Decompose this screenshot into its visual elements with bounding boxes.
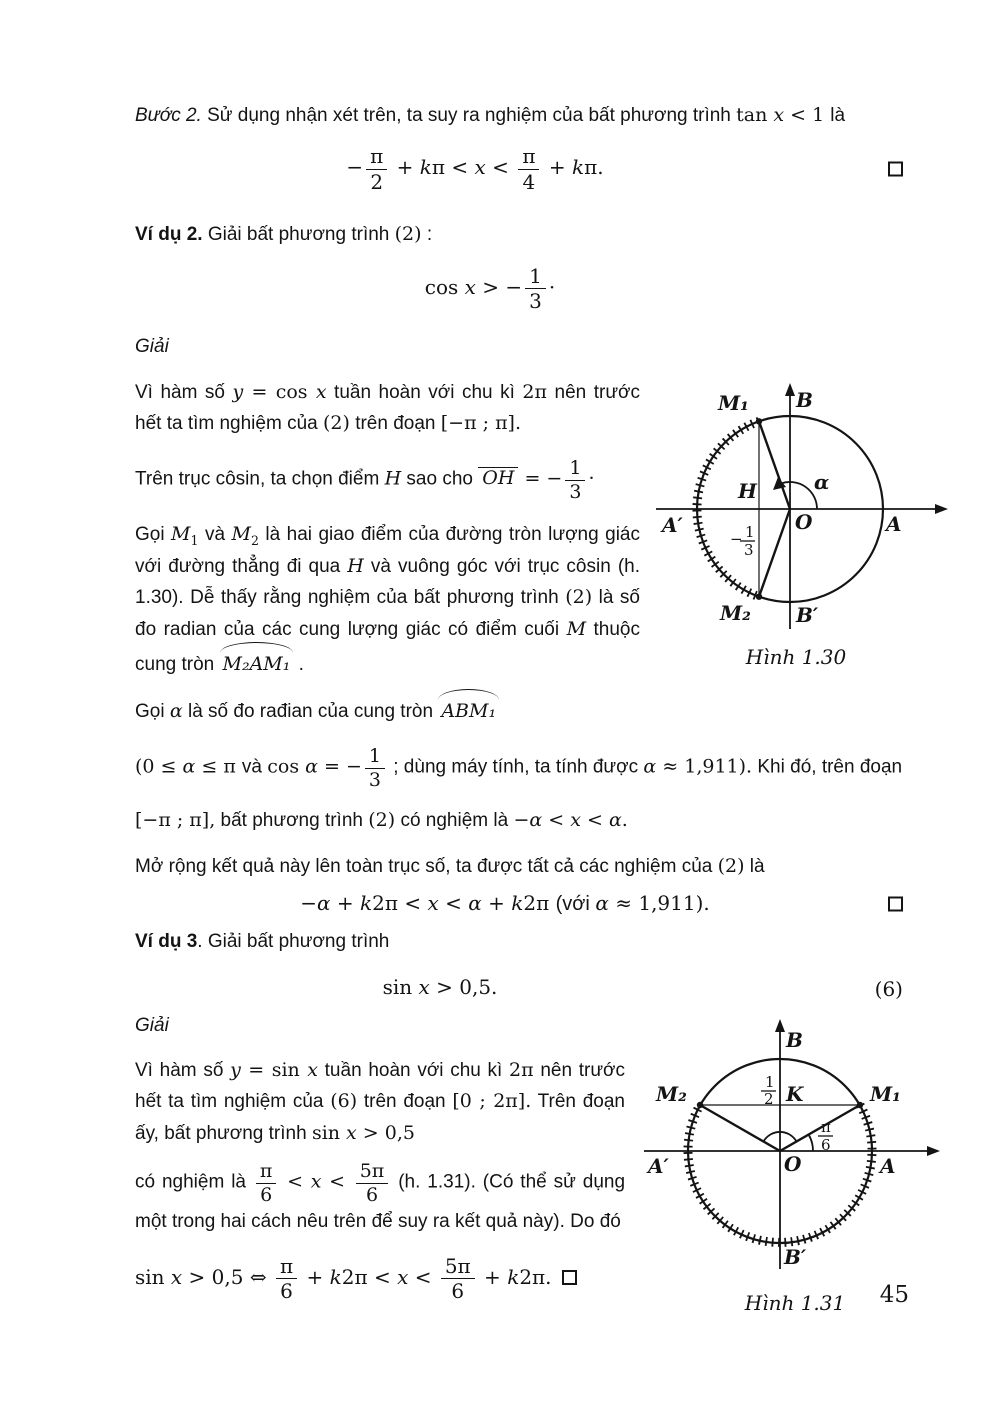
formula-cos-solution <box>135 888 905 919</box>
x-axis-arrow-icon <box>935 504 948 514</box>
label-one-third-num: 1 <box>745 522 755 541</box>
label-one-third-den: 3 <box>744 540 754 559</box>
unit-circle-diagram-1-31 <box>630 1011 960 1279</box>
unit-circle-diagram-1-30 <box>640 377 952 635</box>
paragraph-vd3-2: có nghiệm là $\frac{\pi}{6}$ < x < $\frac{5\pi}{6}$ (h. 1.31). (Có thể sử dụng một trong hai cách nêu trên để suy ra kết quả này). Do đó <box>135 1160 626 1232</box>
formula-sin-solution: sin x > 0,5 ⇔ $\frac{\pi}{6}$ + k2π < x < $\frac{5\pi}{6}$ + k2π. <box>135 1255 625 1303</box>
column-text-vd2 <box>135 377 640 742</box>
formula-cos-solution-body: −α + k2π < x < α + k2π (với α ≈ 1,911). <box>300 891 710 916</box>
y-axis-arrow-icon <box>775 1019 785 1032</box>
row-vd2 <box>135 377 905 742</box>
formula-tan-solution <box>135 145 905 193</box>
x-axis-arrow-icon <box>927 1146 940 1156</box>
label-M2: M₂ <box>720 600 751 625</box>
label-M1: M₁ <box>718 390 749 415</box>
formula-cos-inequality-body: cos x > − $\frac{1}{3}$ · <box>424 263 556 313</box>
pi-6-angle-arc <box>809 1134 813 1151</box>
label-half-num: 1 <box>765 1072 775 1091</box>
paragraph-vd2-1: Vì hàm số y = cos x tuần hoàn với chu kì 2π nên trước hết ta tìm nghiệm của (2) trên đoạn [−π ; π]. <box>135 380 641 435</box>
paragraph-vd2-2: Trên trục côsin, ta chọn điểm H sao cho OH = − $\frac{1}{3}$ · <box>135 456 595 503</box>
label-half-den: 2 <box>764 1089 774 1108</box>
paragraph-extend: Mở rộng kết quả này lên toàn trục số, ta được tất cả các nghiệm của (2) là <box>135 854 765 877</box>
giai-label-vd2: Giải <box>135 336 169 358</box>
label-alpha: α <box>814 469 830 494</box>
label-A: A <box>880 1153 896 1178</box>
heading-vidu2: Ví dụ 2. Giải bất phương trình (2) : <box>135 223 433 246</box>
radius-O-M1 <box>759 421 790 509</box>
paragraph-step2: Bước 2. Sử dụng nhận xét trên, ta suy ra nghiệm của bất phương trình tan x < 1 là <box>135 104 846 126</box>
formula-sin-inequality-body: sin x > 0,5. <box>382 974 498 999</box>
label-B: B <box>796 387 813 412</box>
label-pi6-num: π <box>821 1117 831 1136</box>
point-M2 <box>756 593 762 599</box>
label-A-prime: A′ <box>648 1153 669 1178</box>
point-M1 <box>857 1101 863 1107</box>
label-minus-sign: − <box>730 529 743 548</box>
point-M1 <box>756 418 762 424</box>
paragraph-vd2-3: Gọi $M_1$ và $M_2$ là hai giao điểm của đường tròn lượng giác với đường thẳng đi qua H và vuông góc với trục côsin (h. 1.30). Dễ thấy rằng nghiệm của bất phương trình (2) là số đo radian của các cung lượng giác có điểm cuối M thuộc cung tròn M₂AM₁ . <box>135 519 640 680</box>
figure-1-31 <box>630 1011 960 1315</box>
paragraph-vd2-4: Gọi α là số đo rađian của cung tròn ABM₁ <box>135 692 640 727</box>
y-axis-arrow-icon <box>785 383 795 396</box>
point-M2 <box>697 1101 703 1107</box>
paragraph-solution-segment: [−π ; π], bất phương trình (2) có nghiệm là −α < x < α. <box>135 809 628 832</box>
paragraph-vd3-1: Vì hàm số y = sin x tuần hoàn với chu kì 2π nên trước hết ta tìm nghiệm của (6) trên đoạn [0 ; 2π]. Trên đoạn ấy, bất phương trình sin x > 0,5 <box>135 1058 626 1144</box>
giai-label-vd3: Giải <box>135 1014 169 1036</box>
paragraph-alpha-value: (0 ≤ α ≤ π và cos α = − $\frac{1}{3}$ ; dùng máy tính, ta tính được α ≈ 1,911). Khi đó, trên đoạn <box>135 744 903 792</box>
page-number: 45 <box>879 1282 909 1308</box>
qed-square-icon <box>888 162 903 177</box>
label-K: K <box>786 1081 804 1106</box>
figure-caption-1-31: Hình 1.31 <box>744 1290 846 1315</box>
label-M2: M₂ <box>656 1081 687 1106</box>
label-A: A <box>886 511 902 536</box>
label-B-prime: B′ <box>796 602 819 627</box>
formula-sin-inequality <box>135 972 905 1003</box>
label-O: O <box>784 1151 802 1176</box>
label-H: H <box>738 478 757 503</box>
label-M1: M₁ <box>870 1081 901 1106</box>
figure-caption-1-30: Hình 1.30 <box>745 644 847 669</box>
label-A-prime: A′ <box>662 512 683 537</box>
label-B-prime: B′ <box>784 1244 807 1269</box>
formula-tan-solution-body: − $\frac{\pi}{2}$ + kπ < x < $\frac{\pi}{4}$ + kπ. <box>346 144 604 194</box>
equation-number: (6) <box>874 976 903 1001</box>
radius-O-M2 <box>759 509 790 597</box>
figure-1-30 <box>640 377 952 669</box>
qed-square-icon <box>888 896 903 911</box>
label-B: B <box>786 1027 803 1052</box>
label-O: O <box>795 509 813 534</box>
radius-O-M1 <box>780 1105 860 1151</box>
formula-cos-inequality <box>135 265 905 313</box>
radius-O-M2 <box>700 1105 780 1151</box>
column-text-vd3 <box>135 1011 625 1317</box>
label-pi6-den: 6 <box>821 1135 831 1154</box>
heading-vidu3: Ví dụ 3. Giải bất phương trình <box>135 931 390 953</box>
row-vd3 <box>135 1011 905 1317</box>
